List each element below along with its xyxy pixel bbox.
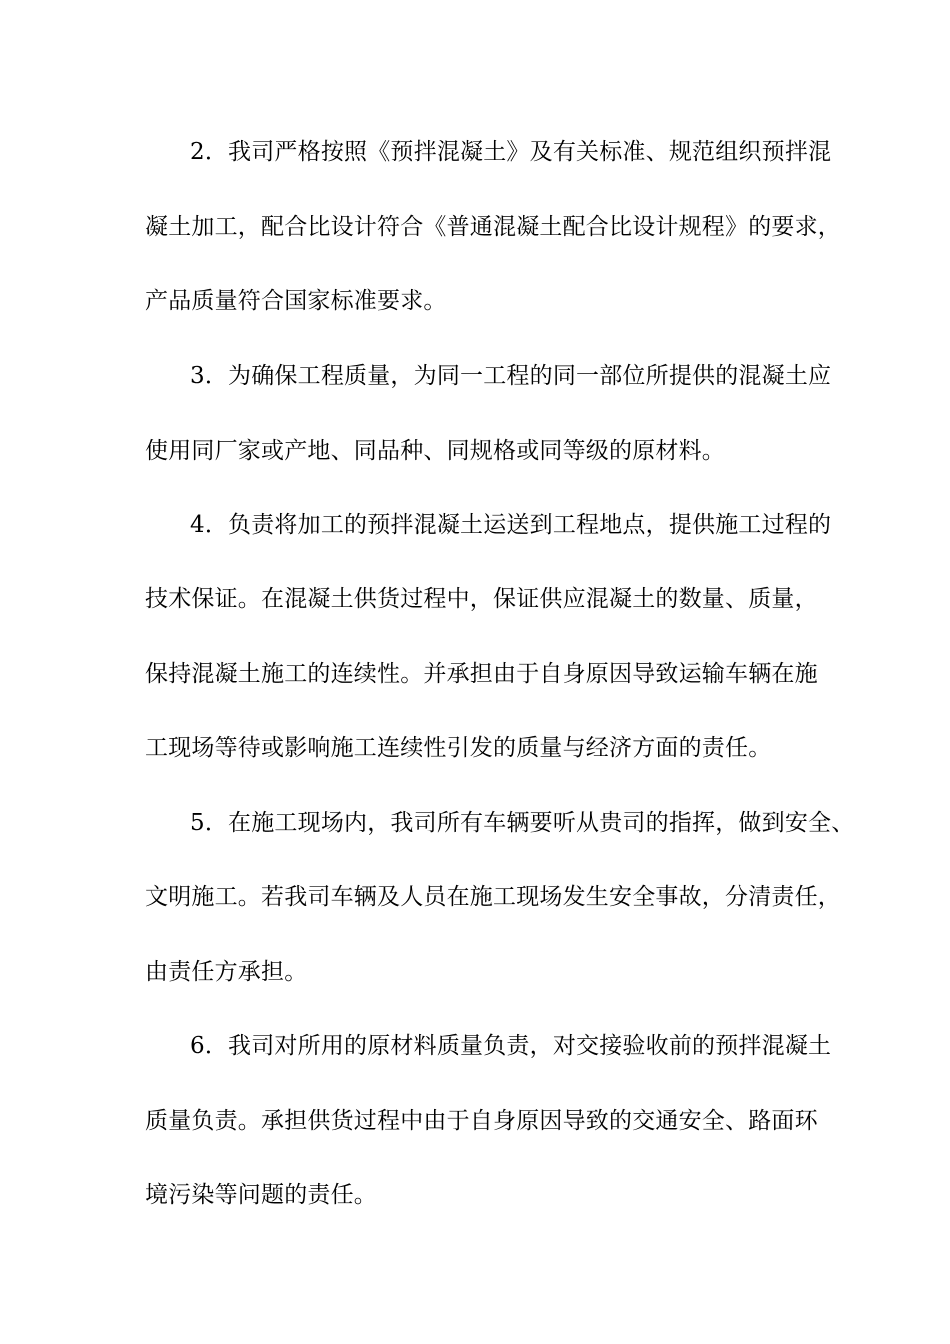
- paragraph-2-line-3: 产品质量符合国家标准要求。: [145, 288, 447, 314]
- paragraph-4-line-4: 工现场等待或影响施工连续性引发的质量与经济方面的责任。: [145, 735, 772, 761]
- paragraph-3-line-1: 3．为确保工程质量，为同一工程的同一部位所提供的混凝土应: [190, 363, 832, 389]
- paragraph-4-line-2: 技术保证。在混凝土供货过程中，保证供应混凝土的数量、质量，: [145, 586, 818, 612]
- paragraph-5-line-1: 5．在施工现场内，我司所有车辆要听从贵司的指挥，做到安全、: [190, 810, 855, 836]
- paragraph-6-line-3: 境污染等问题的责任。: [145, 1182, 377, 1208]
- paragraph-2-line-1: 2．我司严格按照《预拌混凝土》及有关标准、规范组织预拌混: [190, 139, 832, 165]
- paragraph-5-line-3: 由责任方承担。: [145, 959, 308, 985]
- paragraph-6-line-2: 质量负责。承担供货过程中由于自身原因导致的交通安全、路面环: [145, 1108, 818, 1134]
- paragraph-5-line-2: 文明施工。若我司车辆及人员在施工现场发生安全事故，分清责任，: [145, 884, 841, 910]
- paragraph-3-line-2: 使用同厂家或产地、同品种、同规格或同等级的原材料。: [145, 438, 725, 464]
- paragraph-4-line-3: 保持混凝土施工的连续性。并承担由于自身原因导致运输车辆在施: [145, 661, 818, 687]
- paragraph-4-line-1: 4．负责将加工的预拌混凝土运送到工程地点，提供施工过程的: [190, 512, 832, 538]
- paragraph-6-line-1: 6．我司对所用的原材料质量负责，对交接验收前的预拌混凝土: [190, 1033, 832, 1059]
- paragraph-2-line-2: 凝土加工，配合比设计符合《普通混凝土配合比设计规程》的要求，: [145, 214, 841, 240]
